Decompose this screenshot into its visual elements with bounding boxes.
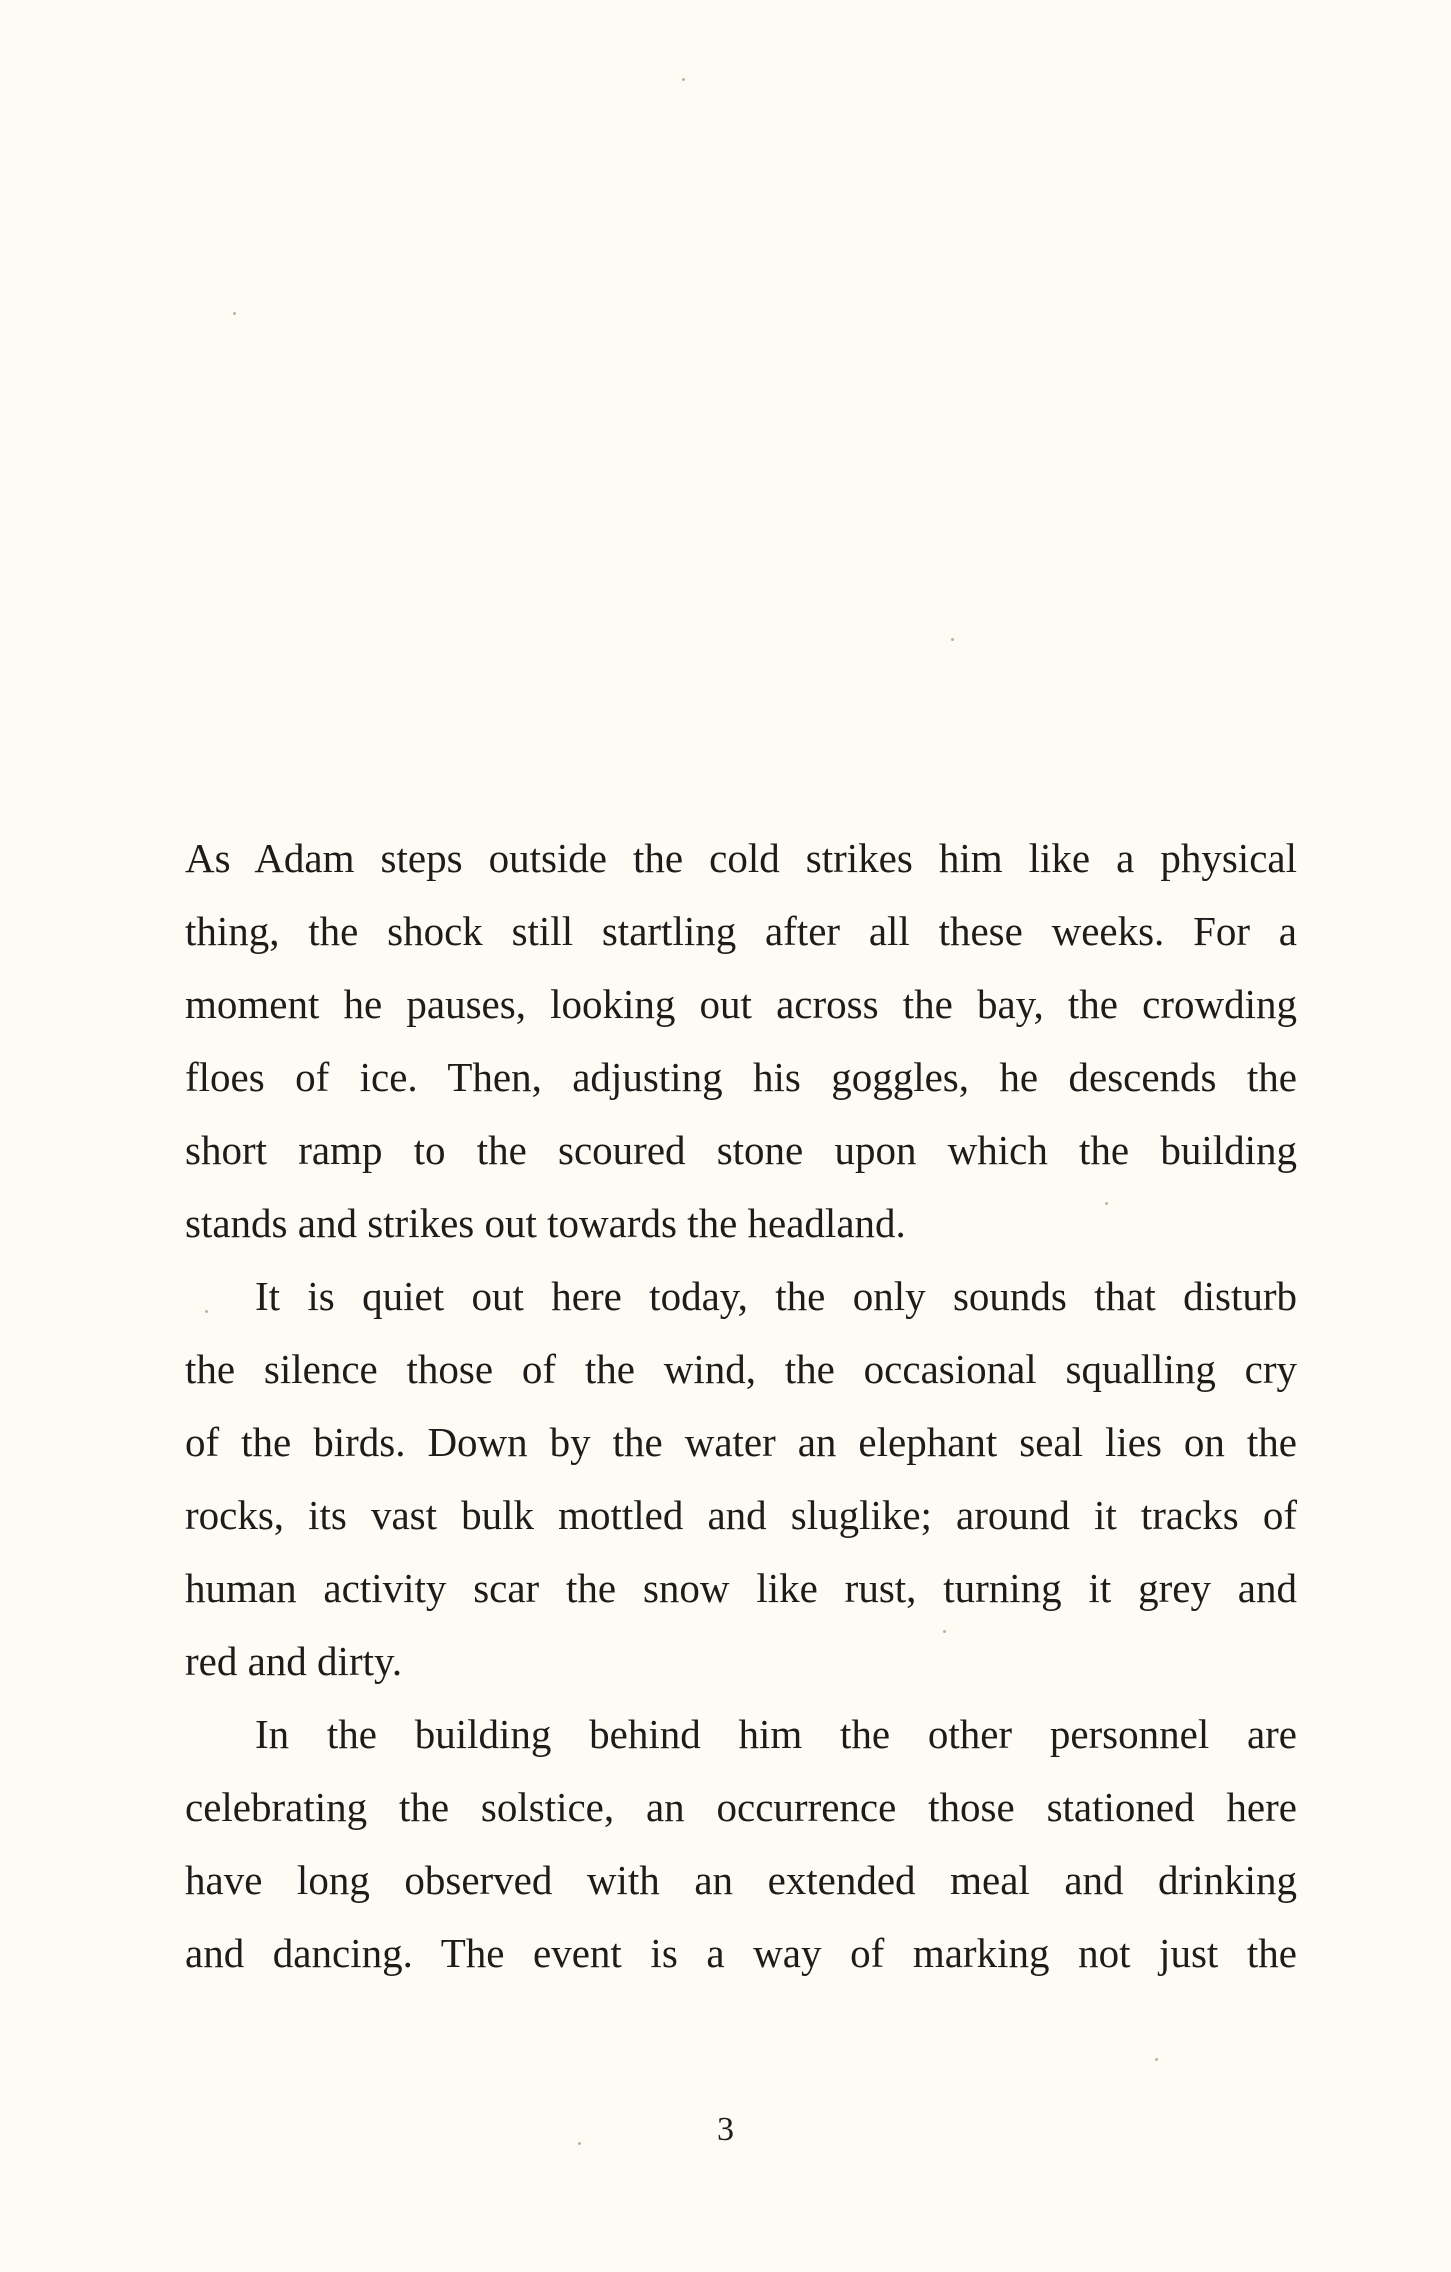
text-line: human activity scar the snow like rust, turning it grey and [185,1565,1297,1611]
text-line: and dancing. The event is a way of marking not just the [185,1930,1297,1976]
paper-speck [682,78,685,81]
text-line: of the birds. Down by the water an elephant seal lies on the [185,1419,1297,1465]
paragraph [185,1698,1297,1990]
text-line: short ramp to the scoured stone upon which the building [185,1127,1297,1173]
text-line: floes of ice. Then, adjusting his goggles, he descends the [185,1054,1297,1100]
paragraph [185,1260,1297,1698]
paragraph [185,822,1297,1260]
text-line: In the building behind him the other personnel are [255,1711,1297,1757]
text-line: celebrating the solstice, an occurrence those stationed here [185,1784,1297,1830]
text-line: thing, the shock still startling after all these weeks. For a [185,908,1297,954]
paper-speck [1155,2058,1158,2061]
paper-speck [951,638,954,641]
text-line: moment he pauses, looking out across the bay, the crowding [185,981,1297,1027]
text-line: As Adam steps outside the cold strikes him like a physical [185,835,1297,881]
page-number: 3 [717,2111,734,2148]
text-line: rocks, its vast bulk mottled and sluglike; around it tracks of [185,1492,1297,1538]
body-text [185,822,1297,1990]
text-line: It is quiet out here today, the only sounds that disturb [255,1273,1297,1319]
text-line: have long observed with an extended meal and drinking [185,1857,1297,1903]
paper-speck [233,312,236,315]
text-line: the silence those of the wind, the occasional squalling cry [185,1346,1297,1392]
text-line: red and dirty. [185,1638,403,1684]
text-line: stands and strikes out towards the headland. [185,1200,906,1246]
